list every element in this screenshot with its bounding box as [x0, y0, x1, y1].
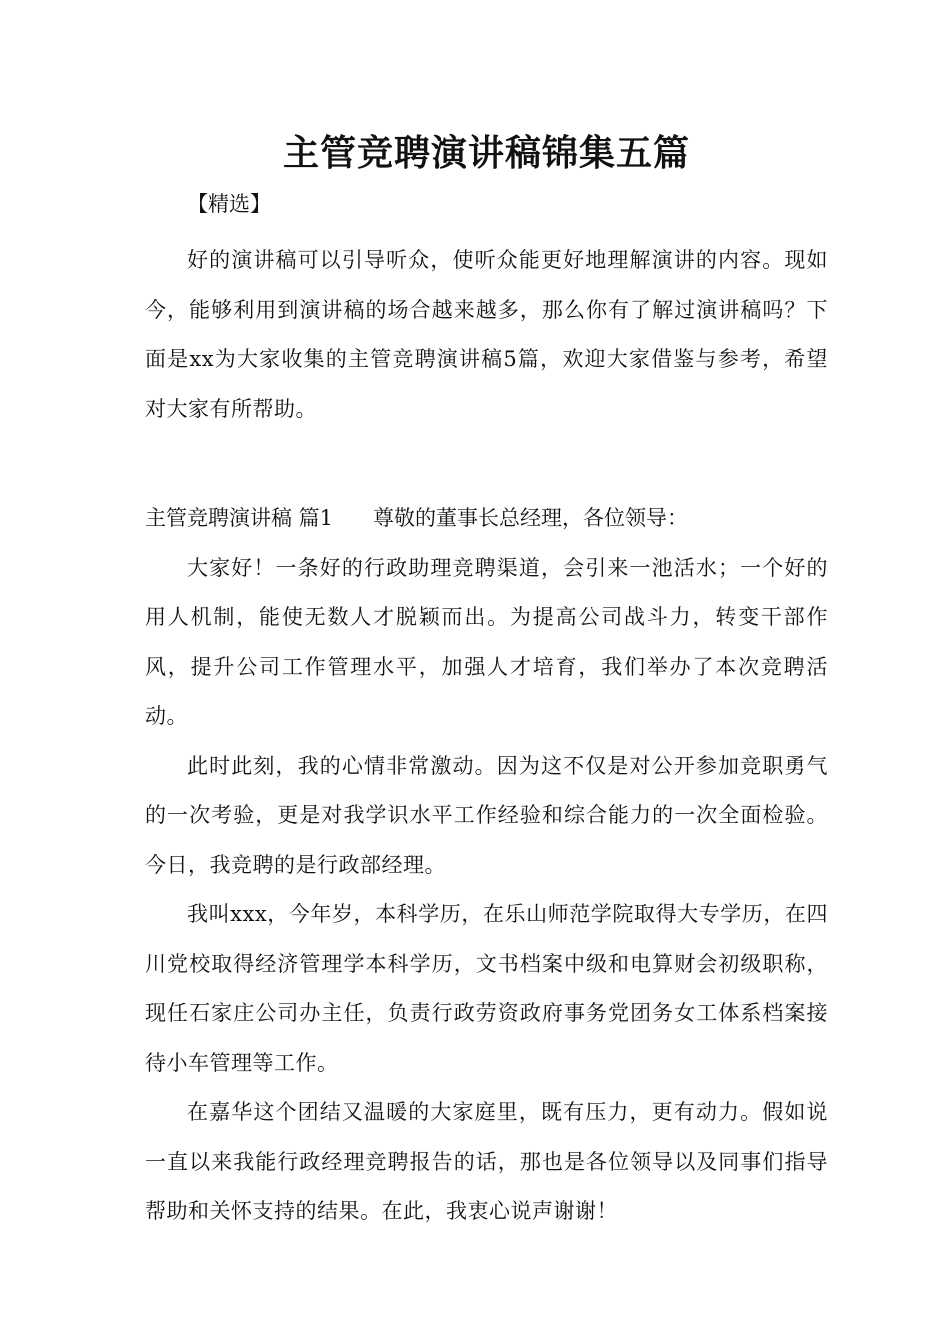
body-paragraph: 在嘉华这个团结又温暖的大家庭里，既有压力，更有动力。假如说一直以来我能行政经理竞聘报告的话，那也是各位领导以及同事们指导帮助和关怀支持的结果。在此，我衷心说声谢谢！: [145, 1100, 828, 1223]
body-paragraph: 我叫xxx，今年岁，本科学历，在乐山师范学院取得大专学历，在四川党校取得经济管理学本科学历，文书档案中级和电算财会初级职称，现任石家庄公司办主任，负责行政劳资政府事务党团务女工体系档案接待小车管理等工作。: [145, 902, 828, 1075]
intro-paragraph: 好的演讲稿可以引导听众，使听众能更好地理解演讲的内容。现如今，能够利用到演讲稿的场合越来越多，那么你有了解过演讲稿吗？下面是xx为大家收集的主管竞聘演讲稿5篇，欢迎大家借鉴与参考，希望对大家有所帮助。: [145, 248, 828, 421]
body-paragraph: 此时此刻，我的心情非常激动。因为这不仅是对公开参加竞职勇气的一次考验，更是对我学识水平工作经验和综合能力的一次全面检验。今日，我竞聘的是行政部经理。: [145, 753, 828, 877]
selection-tag: 【精选】: [187, 192, 271, 216]
section-heading-line: [145, 494, 828, 544]
body-paragraph: 大家好！一条好的行政助理竞聘渠道，会引来一池活水；一个好的用人机制，能使无数人才脱颖而出。为提高公司战斗力，转变干部作风，提升公司工作管理水平，加强人才培育，我们举办了本次竞聘活动。: [145, 555, 828, 728]
salutation: 尊敬的董事长总经理，各位领导：: [373, 506, 689, 530]
section-heading: 主管竞聘演讲稿 篇1: [145, 506, 334, 530]
document-title: 主管竞聘演讲稿锦集五篇: [282, 133, 690, 174]
section-body: [145, 544, 828, 1237]
